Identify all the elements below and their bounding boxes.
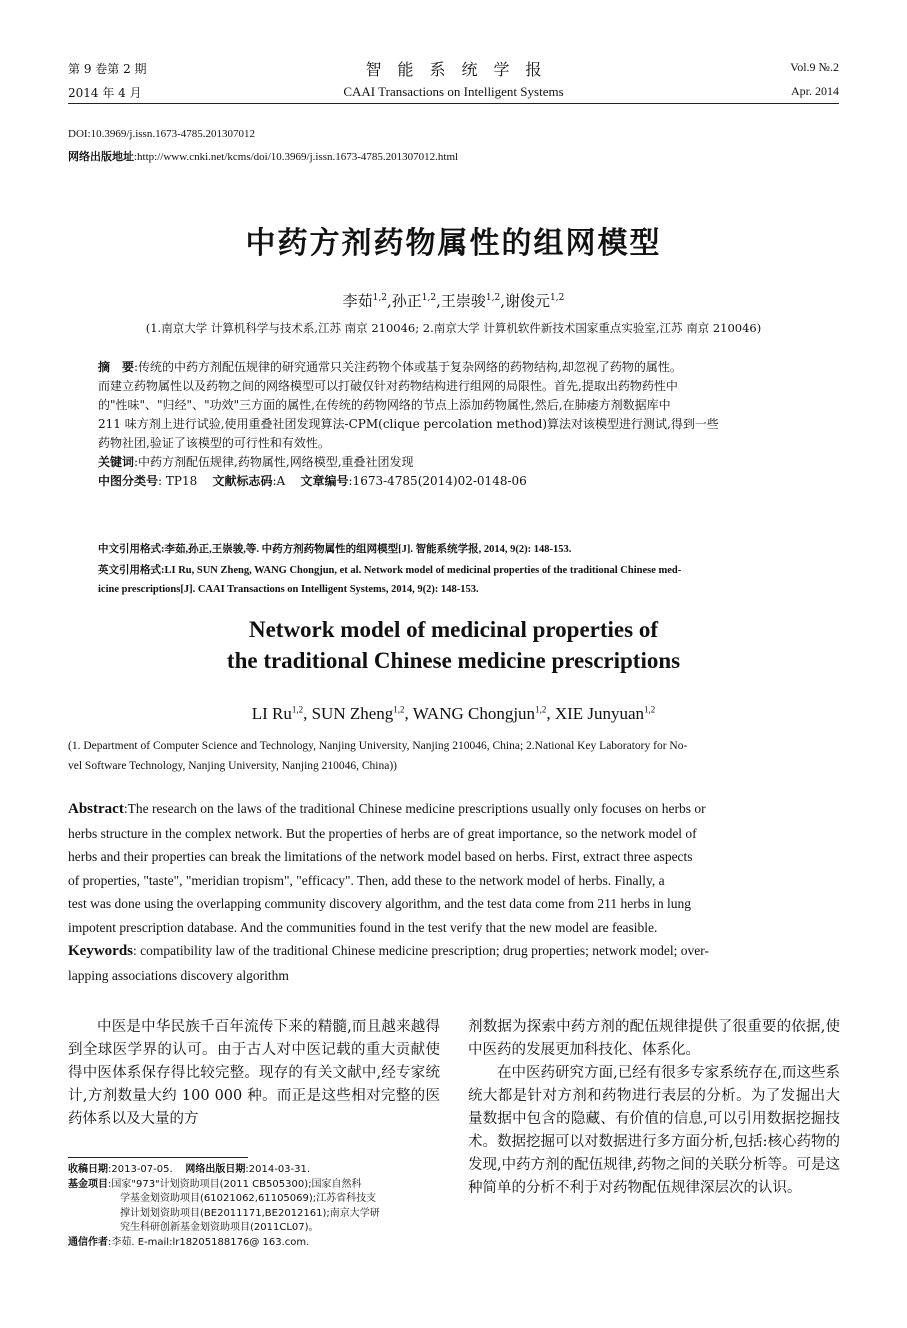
date-en: Apr. 2014 [791, 84, 839, 98]
doc-code-label: 文献标志码 [212, 474, 273, 488]
author-en: WANG Chongjun [412, 704, 536, 723]
clc-label: 中图分类号 [98, 474, 159, 488]
abstract-cn-text: :传统的中药方剂配伍规律的研究通常只关注药物个体或基于复杂网络的药物结构,却忽视了药物的属性。 [134, 360, 682, 374]
online-address-label: 网络出版地址 [68, 150, 134, 163]
online-address-url[interactable]: :http://www.cnki.net/kcms/doi/10.3969/j.issn.1673-4785.201307012.html [134, 151, 459, 163]
body-column-right [468, 1016, 840, 1200]
fund-line: 撑计划划资助项目(BE2011171,BE2012161);南京大学研 [120, 1207, 380, 1219]
author-separator: , [404, 704, 413, 723]
volume-en: Vol.9 №.2 [790, 60, 839, 74]
abstract-cn-line: 药物社团,验证了该模型的可行性和有效性。 [98, 436, 330, 450]
author-separator: , [303, 704, 312, 723]
author-cn: 李茹 [342, 292, 373, 310]
footnote [68, 1163, 448, 1250]
clc-value: : TP18 [158, 474, 198, 488]
doc-code-value: :A [272, 474, 286, 488]
keywords-en-label: Keywords [68, 943, 133, 959]
body-paragraph: 中医是中华民族千百年流传下来的精髓,而且越来越得到全球医学界的认可。由于古人对中医记载的重大贡献使得中医体系保存得比较完整。现存的有关文献中,经专家统计,方剂数量大约 100 000 种。而正是这些相对完整的医药体系以及大量的方 [68, 1019, 440, 1127]
date-cn: 2014 年 4 月 [68, 86, 142, 100]
author-affil-mark: 1,2 [550, 293, 565, 303]
author-list-en [0, 704, 907, 724]
journal-name-en: CAAI Transactions on Intelligent Systems [343, 84, 564, 99]
author-affil-mark: 1,2 [535, 704, 547, 715]
online-date: :2014-03-31. [245, 1164, 311, 1175]
body-paragraph: 在中医药研究方面,已经有很多专家系统存在,而这些系统大都是针对方剂和药物进行表层的分析。为了发掘出大量数据中包含的隐藏、有价值的信息,可以引用数据挖掘技术。数据挖掘可以对数据进行多方面分析,包括:核心药物的发现,中药方剂的配伍规律,药物之间的关联分析等。可是这种简单的分析不利于对药物配伍规律深层次的认识。 [468, 1065, 840, 1196]
issue-cn: 第 9 卷第 2 期 [68, 62, 147, 76]
author-separator: , [386, 292, 392, 310]
citation-cn-text: :李茹,孙正,王崇骏,等. 中药方剂药物属性的组网模型[J]. 智能系统学报, 2014, 9(2): 148-153. [161, 544, 572, 555]
abstract-cn-line [98, 358, 810, 377]
author-cn: 谢俊元 [505, 292, 551, 310]
title-en-line: the traditional Chinese medicine prescriptions [226, 648, 681, 673]
abstract-en-line: herbs and their properties can break the limitations of the network model based on herbs. First, extract three aspects [68, 849, 693, 864]
citation-cn-label: 中文引用格式 [98, 543, 161, 555]
body-paragraph: 剂数据为探索中药方剂的配伍规律提供了很重要的依据,使中医药的发展更加科技化、体系化。 [468, 1019, 840, 1058]
contact-line [68, 1236, 448, 1251]
author-separator: , [500, 292, 506, 310]
affiliation-cn: (1.南京大学 计算机科学与技术系,江苏 南京 210046; 2.南京大学 计算机软件新技术国家重点实验室,江苏 南京 210046) [145, 321, 762, 335]
author-separator: , [436, 292, 441, 310]
author-en: SUN Zheng [311, 704, 394, 723]
keywords-en-line: lapping associations discovery algorithm [68, 967, 289, 983]
abstract-en-line [68, 797, 839, 822]
abstract-en-line: test was done using the overlapping community discovery algorithm, and the test data come from 211 herbs in lung [68, 896, 691, 911]
citation-en-line [98, 561, 810, 580]
footnote-rule [68, 1157, 248, 1158]
body-column-left [68, 1016, 440, 1131]
abstract-en-line: of properties, "taste", "meridian tropism", "efficacy". Then, add these to the network model of herbs. Finally, a [68, 872, 665, 888]
keywords-cn [98, 453, 810, 472]
fund-line: 学基金划资助项目(61021062,61105069);江苏省科技支 [120, 1193, 377, 1204]
received-label: 收稿日期 [68, 1164, 108, 1175]
affiliation-en-line: (1. Department of Computer Science and Technology, Nanjing University, Nanjing 210046, China; 2.National Key Laboratory for No- [68, 740, 688, 752]
doi-line: DOI:10.3969/j.issn.1673-4785.201307012 [68, 128, 255, 140]
keywords-en [68, 939, 839, 964]
abstract-cn-line: 的"性味"、"归经"、"功效"三方面的属性,在传统的药物网络的节点上添加药物属性,然后,在肺痿方剂数据库中 [98, 398, 671, 412]
author-affil-mark: 1,2 [291, 704, 304, 715]
fund-label: 基金项目 [68, 1178, 108, 1190]
page-title-cn: 中药方剂药物属性的组网模型 [245, 226, 662, 261]
fund-line: 究生科研创新基金划资助项目(2011CL07)。 [120, 1222, 319, 1233]
contact-text: :李茹. E-mail:lr18205188176@ 163.com. [108, 1236, 310, 1248]
affiliation-en-line: vel Software Technology, Nanjing University, Nanjing 210046, China)) [68, 760, 398, 772]
author-affil-mark: 1,2 [372, 293, 387, 303]
author-affil-mark: 1,2 [393, 704, 405, 715]
page-title-en [0, 614, 907, 676]
received-date: :2013-07-05. [108, 1164, 173, 1175]
contact-label: 通信作者 [68, 1236, 108, 1248]
abstract-en-label: Abstract [68, 801, 124, 817]
author-affil-mark: 1,2 [421, 293, 437, 303]
author-cn: 孙正 [391, 292, 422, 310]
journal-name-cn: 智 能 系 统 学 报 [365, 60, 542, 79]
header-rule [68, 103, 839, 104]
author-affil-mark: 1,2 [485, 293, 501, 303]
fund-text: :国家"973"计划资助项目(2011 CB505300);国家自然科 [108, 1178, 362, 1190]
online-date-label: 网络出版日期 [185, 1164, 246, 1175]
citation-en-text: :LI Ru, SUN Zheng, WANG Chongjun, et al. Network model of medicinal properties of the traditional Chinese med- [161, 565, 682, 576]
abstract-cn-line: 211 味方剂上进行试验,使用重叠社团发现算法-CPM(clique percolation method)算法对该模型进行测试,得到一些 [98, 417, 719, 431]
keywords-en-text: : compatibility law of the traditional Chinese medicine prescription; drug properties; network model; over- [133, 943, 709, 958]
affiliation-en [68, 736, 839, 776]
author-list-cn [0, 290, 907, 311]
author-en: XIE Junyuan [554, 704, 645, 723]
abstract-cn [98, 358, 810, 491]
author-en: LI Ru [251, 704, 292, 723]
abstract-en-line: herbs structure in the complex network. But the properties of herbs are of great importance, so the network model of [68, 825, 697, 841]
citation-cn [98, 540, 810, 559]
keywords-cn-text: :中药方剂配伍规律,药物属性,网络模型,重叠社团发现 [134, 455, 414, 469]
author-affil-mark: 1,2 [644, 704, 656, 715]
abstract-en [68, 797, 839, 987]
article-no-value: :1673-4785(2014)02-0148-06 [348, 474, 527, 488]
received-line [68, 1163, 448, 1178]
article-no-label: 文章编号 [300, 474, 349, 488]
abstract-en-line: impotent prescription database. And the communities found in the test verify that the new model are feasible. [68, 919, 658, 935]
citation-en-line: icine prescriptions[J]. CAAI Transactions on Intelligent Systems, 2014, 9(2): 148-153. [98, 584, 479, 595]
abstract-cn-line: 而建立药物属性以及药物之间的网络模型可以打破仅针对药物结构进行组网的局限性。首先,提取出药物药性中 [98, 379, 678, 393]
classification-line [98, 472, 810, 491]
title-en-line: Network model of medicinal properties of [248, 617, 659, 642]
abstract-en-text: :The research on the laws of the traditional Chinese medicine prescriptions usually only focuses on herbs or [123, 801, 706, 816]
keywords-cn-label: 关键词 [98, 455, 135, 469]
citation-en-label: 英文引用格式 [98, 564, 161, 576]
author-separator: , [546, 704, 555, 723]
author-cn: 王崇骏 [440, 292, 486, 310]
abstract-cn-label: 摘 要 [98, 360, 135, 374]
citation-en [98, 561, 810, 599]
fund-line [68, 1178, 448, 1193]
online-address-line [68, 148, 458, 164]
